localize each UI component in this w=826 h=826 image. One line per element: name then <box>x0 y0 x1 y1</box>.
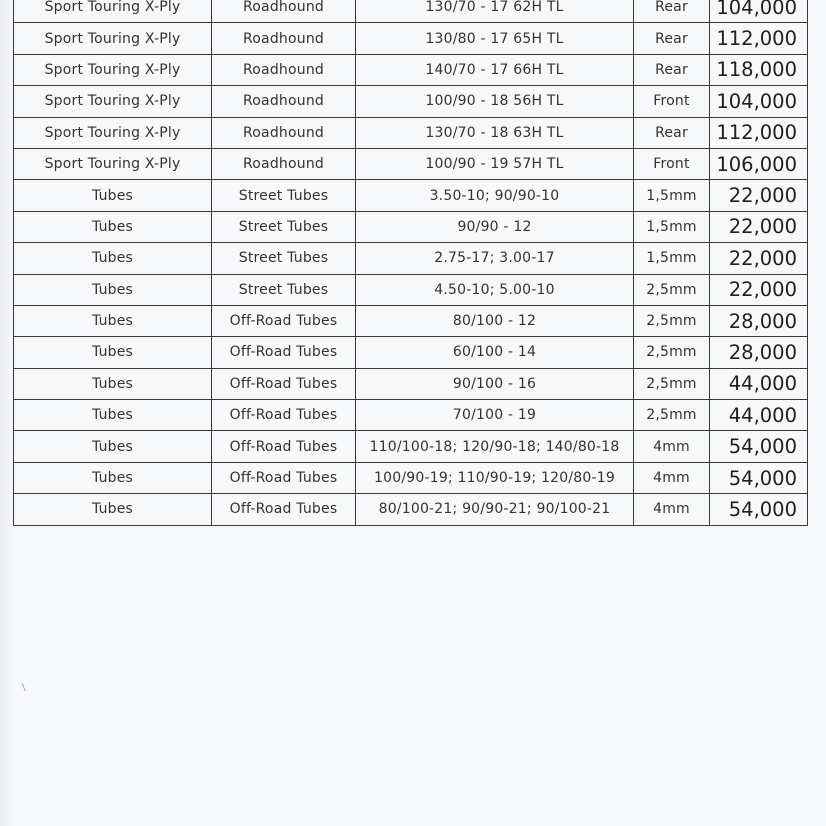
cell-tire-type: Tubes <box>14 274 212 305</box>
cell-price: 112,000 <box>710 117 808 148</box>
cell-price: 28,000 <box>710 337 808 368</box>
cell-size: 130/70 - 17 62H TL <box>356 0 634 23</box>
cell-tire-type: Tubes <box>14 368 212 399</box>
cell-position-thickness: 4mm <box>634 494 710 525</box>
cell-position-thickness: Rear <box>634 54 710 85</box>
scan-speck: \ <box>22 682 26 693</box>
cell-tire-type: Tubes <box>14 180 212 211</box>
cell-size: 140/70 - 17 66H TL <box>356 54 634 85</box>
cell-model: Off-Road Tubes <box>212 462 356 493</box>
cell-size: 90/100 - 16 <box>356 368 634 399</box>
table-row <box>14 180 808 211</box>
table-row <box>14 211 808 242</box>
cell-position-thickness: 1,5mm <box>634 180 710 211</box>
cell-position-thickness: 2,5mm <box>634 400 710 431</box>
cell-model: Roadhound <box>212 148 356 179</box>
cell-tire-type: Tubes <box>14 305 212 336</box>
cell-price: 106,000 <box>710 148 808 179</box>
table-row <box>14 400 808 431</box>
cell-size: 110/100-18; 120/90-18; 140/80-18 <box>356 431 634 462</box>
cell-model: Roadhound <box>212 86 356 117</box>
cell-tire-type: Sport Touring X-Ply <box>14 23 212 54</box>
cell-model: Off-Road Tubes <box>212 305 356 336</box>
cell-price: 44,000 <box>710 368 808 399</box>
cell-size: 90/90 - 12 <box>356 211 634 242</box>
tire-price-table <box>13 0 808 526</box>
cell-size: 80/100 - 12 <box>356 305 634 336</box>
cell-model: Roadhound <box>212 54 356 85</box>
table-row <box>14 23 808 54</box>
cell-price: 54,000 <box>710 462 808 493</box>
cell-model: Street Tubes <box>212 243 356 274</box>
table-row <box>14 305 808 336</box>
cell-tire-type: Tubes <box>14 494 212 525</box>
cell-tire-type: Sport Touring X-Ply <box>14 0 212 23</box>
table-row <box>14 494 808 525</box>
cell-position-thickness: Rear <box>634 0 710 23</box>
cell-price: 28,000 <box>710 305 808 336</box>
cell-price: 104,000 <box>710 86 808 117</box>
scan-edge-shadow <box>0 0 14 826</box>
cell-position-thickness: 1,5mm <box>634 243 710 274</box>
cell-position-thickness: Front <box>634 148 710 179</box>
cell-price: 44,000 <box>710 400 808 431</box>
cell-model: Street Tubes <box>212 274 356 305</box>
cell-tire-type: Tubes <box>14 243 212 274</box>
cell-size: 3.50-10; 90/90-10 <box>356 180 634 211</box>
cell-size: 70/100 - 19 <box>356 400 634 431</box>
cell-size: 80/100-21; 90/90-21; 90/100-21 <box>356 494 634 525</box>
cell-tire-type: Sport Touring X-Ply <box>14 148 212 179</box>
cell-tire-type: Tubes <box>14 431 212 462</box>
cell-size: 4.50-10; 5.00-10 <box>356 274 634 305</box>
cell-model: Off-Road Tubes <box>212 368 356 399</box>
table-row <box>14 274 808 305</box>
cell-model: Street Tubes <box>212 211 356 242</box>
cell-tire-type: Tubes <box>14 337 212 368</box>
cell-size: 130/80 - 17 65H TL <box>356 23 634 54</box>
cell-price: 104,000 <box>710 0 808 23</box>
cell-price: 22,000 <box>710 274 808 305</box>
cell-price: 22,000 <box>710 243 808 274</box>
cell-price: 112,000 <box>710 23 808 54</box>
cell-price: 54,000 <box>710 431 808 462</box>
table-row <box>14 243 808 274</box>
cell-model: Street Tubes <box>212 180 356 211</box>
cell-tire-type: Tubes <box>14 400 212 431</box>
cell-model: Roadhound <box>212 117 356 148</box>
cell-model: Roadhound <box>212 0 356 23</box>
table-body <box>14 0 808 525</box>
cell-model: Off-Road Tubes <box>212 337 356 368</box>
cell-position-thickness: 2,5mm <box>634 368 710 399</box>
cell-tire-type: Sport Touring X-Ply <box>14 86 212 117</box>
cell-tire-type: Sport Touring X-Ply <box>14 117 212 148</box>
cell-position-thickness: 2,5mm <box>634 305 710 336</box>
table-row <box>14 148 808 179</box>
table-row <box>14 54 808 85</box>
table-row <box>14 368 808 399</box>
cell-position-thickness: 4mm <box>634 431 710 462</box>
cell-size: 100/90 - 18 56H TL <box>356 86 634 117</box>
cell-position-thickness: Rear <box>634 117 710 148</box>
table-row <box>14 431 808 462</box>
table-row <box>14 117 808 148</box>
cell-price: 22,000 <box>710 211 808 242</box>
cell-size: 100/90 - 19 57H TL <box>356 148 634 179</box>
cell-price: 118,000 <box>710 54 808 85</box>
cell-position-thickness: Rear <box>634 23 710 54</box>
cell-size: 100/90-19; 110/90-19; 120/80-19 <box>356 462 634 493</box>
cell-position-thickness: 2,5mm <box>634 274 710 305</box>
cell-price: 54,000 <box>710 494 808 525</box>
cell-model: Off-Road Tubes <box>212 431 356 462</box>
table-row <box>14 337 808 368</box>
cell-position-thickness: 2,5mm <box>634 337 710 368</box>
table-row <box>14 86 808 117</box>
cell-price: 22,000 <box>710 180 808 211</box>
cell-tire-type: Tubes <box>14 462 212 493</box>
cell-position-thickness: Front <box>634 86 710 117</box>
cell-size: 2.75-17; 3.00-17 <box>356 243 634 274</box>
cell-model: Roadhound <box>212 23 356 54</box>
cell-tire-type: Sport Touring X-Ply <box>14 54 212 85</box>
cell-size: 60/100 - 14 <box>356 337 634 368</box>
cell-size: 130/70 - 18 63H TL <box>356 117 634 148</box>
cell-model: Off-Road Tubes <box>212 400 356 431</box>
cell-position-thickness: 1,5mm <box>634 211 710 242</box>
table-row <box>14 0 808 23</box>
cell-model: Off-Road Tubes <box>212 494 356 525</box>
cell-tire-type: Tubes <box>14 211 212 242</box>
table-row <box>14 462 808 493</box>
cell-position-thickness: 4mm <box>634 462 710 493</box>
